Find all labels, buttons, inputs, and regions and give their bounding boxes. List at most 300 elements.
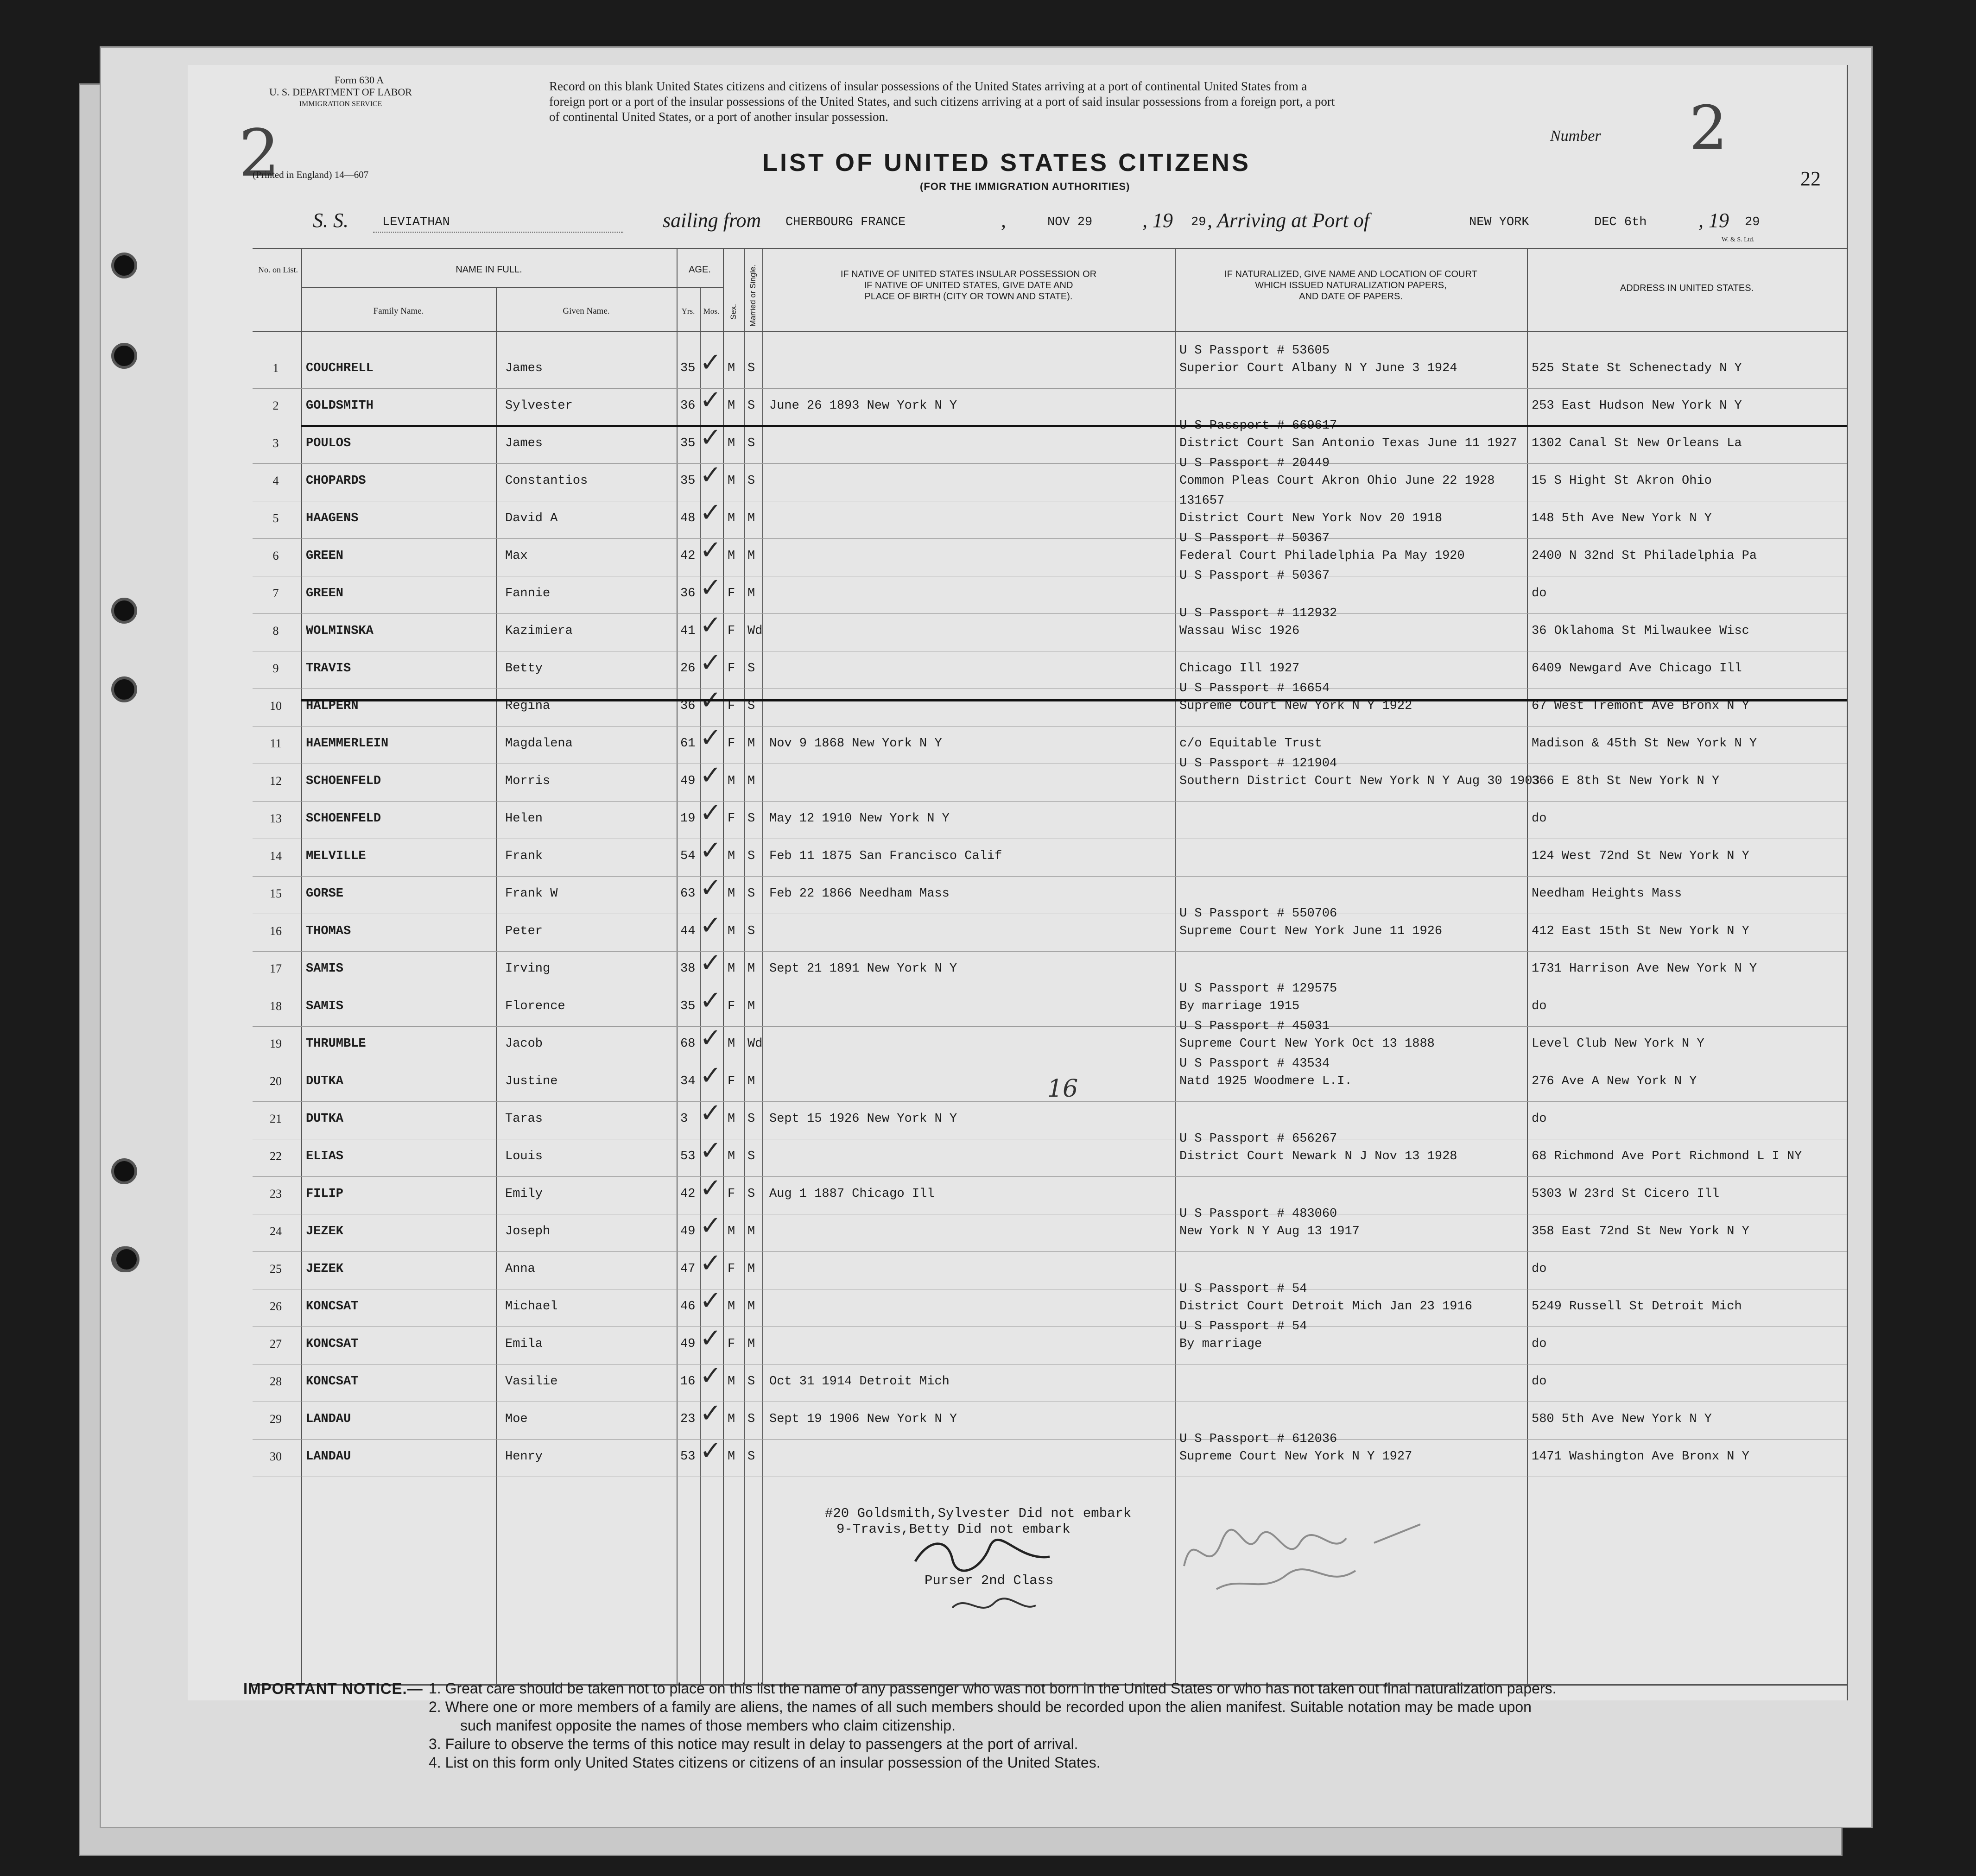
marital-status: S [747, 1450, 755, 1464]
row-number: 28 [270, 1375, 282, 1388]
row-rule [253, 538, 1847, 539]
us-address: 1302 Canal St New Orleans La [1532, 436, 1742, 450]
given-name: Michael [505, 1300, 558, 1314]
family-name: LANDAU [306, 1450, 351, 1464]
check-mark-icon: ✓ [700, 610, 722, 640]
given-name: Frank W [505, 887, 558, 901]
given-name: Constantios [505, 474, 588, 488]
marital-status: S [747, 1412, 755, 1426]
list-number: 2 [1689, 93, 1728, 163]
passport-number: U S Passport # 20449 [1179, 456, 1330, 470]
check-mark-icon: ✓ [700, 910, 722, 941]
given-name: James [505, 361, 543, 375]
naturalization-court: Federal Court Philadelphia Pa May 1920 [1179, 549, 1465, 563]
departure-year: 29 [1191, 215, 1206, 229]
col-header-name-in-full: NAME IN FULL. [456, 265, 522, 275]
row-number: 7 [272, 587, 279, 600]
row-number: 22 [270, 1150, 282, 1163]
us-address: 1471 Washington Ave Bronx N Y [1532, 1450, 1749, 1464]
col-header-native [765, 269, 1172, 302]
sex-value: M [728, 1375, 735, 1389]
birth-info: Sept 15 1926 New York N Y [769, 1112, 957, 1126]
family-name: KONCSAT [306, 1375, 359, 1389]
binder-hole [114, 1246, 139, 1272]
arrival-date: DEC 6th [1594, 215, 1647, 229]
age-years: 35 [680, 999, 696, 1013]
sex-value: M [728, 1225, 735, 1238]
us-address: do [1532, 587, 1547, 600]
notice-item-3: 3. Failure to observe the terms of this notice may result in delay to passengers at the port of arrival. [429, 1736, 1078, 1752]
us-address: do [1532, 812, 1547, 826]
naturalization-court: Supreme Court New York N Y 1927 [1179, 1450, 1412, 1464]
us-address: do [1532, 1337, 1547, 1351]
col-header-address: ADDRESS IN UNITED STATES. [1620, 283, 1754, 293]
col-header-mos: Mos. [703, 307, 720, 316]
sex-value: M [728, 436, 735, 450]
given-name: Magdalena [505, 737, 573, 751]
given-name: Henry [505, 1450, 543, 1464]
nat-header-line-1: IF NATURALIZED, GIVE NAME AND LOCATION OF COURT [1224, 269, 1477, 279]
marital-status: S [747, 849, 755, 863]
row-number: 16 [270, 924, 282, 938]
nat-header-line-2: WHICH ISSUED NATURALIZATION PAPERS, [1255, 280, 1447, 291]
marital-status: Wd [747, 1037, 763, 1051]
given-name: Max [505, 549, 528, 563]
marital-status: M [747, 549, 755, 563]
row-rule [253, 801, 1847, 802]
given-name: Moe [505, 1412, 528, 1426]
inspector-signature-mark [1179, 1510, 1439, 1594]
us-address: 253 East Hudson New York N Y [1532, 399, 1742, 413]
printed-in-note: (Printed in England) 14—607 [253, 169, 369, 180]
given-name: Joseph [505, 1225, 551, 1238]
us-address: 36 Oklahoma St Milwaukee Wisc [1532, 624, 1749, 638]
check-mark-icon: ✓ [700, 685, 722, 715]
row-number: 10 [270, 699, 282, 713]
sex-value: F [728, 699, 735, 713]
marital-status: S [747, 1375, 755, 1389]
us-address: 67 West Tremont Ave Bronx N Y [1532, 699, 1749, 713]
row-rule [253, 1176, 1847, 1177]
check-mark-icon: ✓ [700, 1398, 722, 1428]
check-mark-icon: ✓ [700, 1323, 722, 1353]
sex-value: M [728, 924, 735, 938]
col-header-family-name: Family Name. [373, 306, 424, 316]
marital-status: M [747, 999, 755, 1013]
age-years: 44 [680, 924, 696, 938]
sex-value: F [728, 662, 735, 676]
row-rule [253, 876, 1847, 877]
passport-number: U S Passport # 53605 [1179, 344, 1330, 358]
list-subtitle: (FOR THE IMMIGRATION AUTHORITIES) [920, 181, 1130, 192]
sex-value: F [728, 1262, 735, 1276]
passport-number: U S Passport # 50367 [1179, 569, 1330, 583]
naturalization-court: District Court Detroit Mich Jan 23 1916 [1179, 1300, 1472, 1314]
age-years: 36 [680, 587, 696, 600]
year-prefix-1: , 19 [1142, 209, 1173, 232]
passport-number: U S Passport # 121904 [1179, 757, 1337, 771]
us-address: 412 East 15th St New York N Y [1532, 924, 1749, 938]
marital-status: S [747, 1150, 755, 1163]
notice-list [429, 1679, 1556, 1772]
department-name: U. S. DEPARTMENT OF LABOR [269, 86, 412, 98]
naturalization-court: c/o Equitable Trust [1179, 737, 1322, 751]
check-mark-icon: ✓ [700, 460, 722, 490]
naturalization-court: Chicago Ill 1927 [1179, 662, 1300, 676]
sex-value: M [728, 549, 735, 563]
age-years: 3 [680, 1112, 688, 1126]
age-years: 36 [680, 399, 696, 413]
family-name: HALPERN [306, 699, 359, 713]
marital-status: M [747, 1262, 755, 1276]
year-prefix-2: , 19 [1698, 209, 1729, 232]
marital-status: M [747, 737, 755, 751]
initials-mark [948, 1589, 1040, 1624]
marital-status: M [747, 512, 755, 525]
row-number: 18 [270, 999, 282, 1013]
row-number: 1 [272, 361, 279, 375]
row-rule [253, 688, 1847, 689]
sex-value: M [728, 399, 735, 413]
row-number: 9 [272, 662, 279, 675]
marital-status: S [747, 474, 755, 488]
remark-line-1: #20 Goldsmith,Sylvester Did not embark [825, 1506, 1132, 1521]
us-address: 2400 N 32nd St Philadelphia Pa [1532, 549, 1757, 563]
given-name: Morris [505, 774, 551, 788]
sex-value: F [728, 587, 735, 600]
form-number: Form 630 A [334, 74, 384, 86]
age-years: 63 [680, 887, 696, 901]
marital-status: M [747, 1337, 755, 1351]
sex-value: M [728, 1037, 735, 1051]
naturalization-court: Supreme Court New York June 11 1926 [1179, 924, 1443, 938]
page-number: 22 [1800, 167, 1821, 190]
sex-value: M [728, 474, 735, 488]
given-name: Louis [505, 1150, 543, 1163]
passport-number: U S Passport # 43534 [1179, 1057, 1330, 1071]
row-rule [253, 613, 1847, 614]
age-years: 54 [680, 849, 696, 863]
age-years: 38 [680, 962, 696, 976]
ship-name: LEVIATHAN [382, 215, 450, 229]
strike-line-row-9 [301, 699, 1847, 701]
notice-item-2: 2. Where one or more members of a family are aliens, the names of all such members should be recorded upon the alien manifest. Suitable notation may be made upon [429, 1699, 1532, 1715]
check-mark-icon: ✓ [700, 723, 722, 753]
row-number: 20 [270, 1074, 282, 1088]
native-header-line-2: IF NATIVE OF UNITED STATES, GIVE DATE AND [864, 280, 1073, 291]
family-name: TRAVIS [306, 662, 351, 676]
naturalization-court: Natd 1925 Woodmere L.I. [1179, 1074, 1352, 1088]
comma-separator: , [1001, 209, 1006, 232]
passport-number: U S Passport # 550706 [1179, 907, 1337, 921]
purser-title: Purser 2nd Class [925, 1573, 1054, 1588]
check-mark-icon: ✓ [700, 1136, 722, 1166]
purser-signature-mark [911, 1534, 1059, 1575]
service-name: IMMIGRATION SERVICE [299, 100, 382, 108]
passport-number: U S Passport # 54 [1179, 1320, 1307, 1333]
naturalization-court: Wassau Wisc 1926 [1179, 624, 1300, 638]
sex-value: M [728, 962, 735, 976]
birth-info: June 26 1893 New York N Y [769, 399, 957, 413]
us-address: 6409 Newgard Ave Chicago Ill [1532, 662, 1742, 676]
row-number: 23 [270, 1187, 282, 1200]
us-address: do [1532, 1112, 1547, 1126]
age-years: 19 [680, 812, 696, 826]
given-name: Vasilie [505, 1375, 558, 1389]
row-number: 5 [272, 512, 279, 525]
check-mark-icon: ✓ [700, 1361, 722, 1391]
col-header-married: Married or Single. [748, 264, 757, 327]
marital-status: M [747, 962, 755, 976]
binder-hole [111, 253, 137, 278]
marital-status: M [747, 1074, 755, 1088]
sex-value: F [728, 1074, 735, 1088]
family-name: KONCSAT [306, 1300, 359, 1314]
check-mark-icon: ✓ [700, 873, 722, 903]
family-name: THOMAS [306, 924, 351, 938]
family-name: DUTKA [306, 1112, 344, 1126]
us-address: do [1532, 1375, 1547, 1389]
age-years: 36 [680, 699, 696, 713]
col-header-age: AGE. [689, 265, 711, 275]
naturalization-court: By marriage 1915 [1179, 999, 1300, 1013]
col-header-no: No. on List. [258, 265, 298, 274]
given-name: Sylvester [505, 399, 573, 413]
ship-underline [373, 232, 623, 233]
record-line-3: of continental United States, or a port of another insular possession. [549, 110, 888, 124]
sailing-from-label: sailing from [663, 209, 761, 232]
given-name: Irving [505, 962, 551, 976]
us-address: 5303 W 23rd St Cicero Ill [1532, 1187, 1720, 1201]
record-line-1: Record on this blank United States citizens and citizens of insular possessions of the United States arriving at a port of continental United States from a [549, 79, 1307, 93]
check-mark-icon: ✓ [700, 1023, 722, 1053]
age-years: 34 [680, 1074, 696, 1088]
age-years: 49 [680, 774, 696, 788]
family-name: GREEN [306, 549, 344, 563]
check-mark-icon: ✓ [700, 423, 722, 453]
birth-info: Sept 21 1891 New York N Y [769, 962, 957, 976]
age-years: 26 [680, 662, 696, 676]
passport-number: U S Passport # 50367 [1179, 531, 1330, 545]
marital-status: S [747, 924, 755, 938]
check-mark-icon: ✓ [700, 1211, 722, 1241]
age-years: 68 [680, 1037, 696, 1051]
given-name: Fannie [505, 587, 551, 600]
row-number: 8 [272, 624, 279, 638]
birth-info: Aug 1 1887 Chicago Ill [769, 1187, 935, 1201]
passport-number: U S Passport # 129575 [1179, 982, 1337, 996]
native-header-line-1: IF NATIVE OF UNITED STATES INSULAR POSSESSION OR [840, 269, 1097, 279]
naturalization-court: Superior Court Albany N Y June 3 1924 [1179, 361, 1457, 375]
row-number: 3 [272, 436, 279, 450]
naturalization-court: District Court Newark N J Nov 13 1928 [1179, 1150, 1457, 1163]
row-rule [253, 1439, 1847, 1440]
notice-item-4: 4. List on this form only United States citizens or citizens of an insular possession of the United States. [429, 1754, 1101, 1771]
initials-signature-mark [948, 1589, 1040, 1622]
given-name: Jacob [505, 1037, 543, 1051]
family-name: THRUMBLE [306, 1037, 366, 1051]
notice-item-2-cont: such manifest opposite the names of those members who claim citizenship. [460, 1717, 956, 1734]
marital-status: S [747, 1187, 755, 1201]
sex-value: M [728, 849, 735, 863]
marital-status: S [747, 887, 755, 901]
age-years: 16 [680, 1375, 696, 1389]
ss-label: S. S. [313, 209, 348, 232]
us-address: 124 West 72nd St New York N Y [1532, 849, 1749, 863]
passport-number: U S Passport # 612036 [1179, 1432, 1337, 1446]
family-name: GREEN [306, 587, 344, 600]
check-mark-icon: ✓ [700, 760, 722, 790]
row-number: 21 [270, 1112, 282, 1125]
check-mark-icon: ✓ [700, 648, 722, 678]
row-number: 24 [270, 1225, 282, 1238]
number-label: Number [1550, 127, 1601, 145]
check-mark-icon: ✓ [700, 347, 722, 378]
binder-hole [111, 598, 137, 624]
margin-handwritten-number: 16 [1047, 1075, 1078, 1103]
check-mark-icon: ✓ [700, 498, 722, 528]
given-name: Frank [505, 849, 543, 863]
check-mark-icon: ✓ [700, 835, 722, 865]
sex-value: F [728, 999, 735, 1013]
age-years: 42 [680, 1187, 696, 1201]
family-name: GOLDSMITH [306, 399, 374, 413]
check-mark-icon: ✓ [700, 1061, 722, 1091]
col-divider [496, 287, 497, 1684]
given-name: Regina [505, 699, 551, 713]
age-years: 23 [680, 1412, 696, 1426]
birth-info: Feb 11 1875 San Francisco Calif [769, 849, 1002, 863]
check-mark-icon: ✓ [700, 1286, 722, 1316]
age-years: 35 [680, 474, 696, 488]
family-name: HAAGENS [306, 512, 359, 525]
row-rule [253, 388, 1847, 389]
age-years: 61 [680, 737, 696, 751]
sex-value: M [728, 887, 735, 901]
marital-status: S [747, 399, 755, 413]
family-name: SAMIS [306, 999, 344, 1013]
notice-item-1: 1. Great care should be taken not to place on this list the name of any passenger who was not born in the United States or who has not taken out final naturalization papers. [429, 1680, 1557, 1697]
sex-value: M [728, 1300, 735, 1314]
naturalization-court: Supreme Court New York Oct 13 1888 [1179, 1037, 1435, 1051]
row-number: 2 [272, 399, 279, 412]
list-title: LIST OF UNITED STATES CITIZENS [762, 149, 1251, 177]
row-number: 19 [270, 1037, 282, 1050]
us-address: 68 Richmond Ave Port Richmond L I NY [1532, 1150, 1802, 1163]
given-name: Taras [505, 1112, 543, 1126]
family-name: JEZEK [306, 1262, 344, 1276]
age-years: 47 [680, 1262, 696, 1276]
row-rule [253, 1251, 1847, 1252]
check-mark-icon: ✓ [700, 1098, 722, 1128]
binder-hole [111, 343, 137, 369]
row-rule [253, 951, 1847, 952]
inspector-signature [1179, 1510, 1439, 1596]
us-address: 525 State St Schenectady N Y [1532, 361, 1742, 375]
name-header-rule [301, 287, 677, 288]
age-years: 42 [680, 549, 696, 563]
family-name: SAMIS [306, 962, 344, 976]
marital-status: S [747, 1112, 755, 1126]
family-name: FILIP [306, 1187, 344, 1201]
arriving-label: , Arriving at Port of [1207, 209, 1369, 232]
birth-info: Sept 19 1906 New York N Y [769, 1412, 957, 1426]
remarks-block [825, 1506, 1131, 1537]
row-rule [253, 1326, 1847, 1327]
marital-status: S [747, 361, 755, 375]
family-name: COUCHRELL [306, 361, 374, 375]
strike-line-row-2 [301, 425, 1847, 427]
us-address: Madison & 45th St New York N Y [1532, 737, 1757, 751]
naturalization-court: District Court San Antonio Texas June 11 1927 [1179, 436, 1518, 450]
age-years: 49 [680, 1337, 696, 1351]
col-header-naturalized [1177, 269, 1525, 302]
age-years: 35 [680, 436, 696, 450]
check-mark-icon: ✓ [700, 1436, 722, 1466]
given-name: Emila [505, 1337, 543, 1351]
row-number: 17 [270, 962, 282, 975]
check-mark-icon: ✓ [700, 1248, 722, 1278]
family-name: POULOS [306, 436, 351, 450]
family-name: WOLMINSKA [306, 624, 374, 638]
big-list-number-left: 2 [239, 116, 280, 191]
notice-heading: IMPORTANT NOTICE.— [243, 1680, 423, 1697]
family-name: SCHOENFELD [306, 774, 381, 788]
record-line-2: foreign port or a port of the insular possessions of the United States, and such citizens arriving at a port of said insular possessions from a foreign port, a port [549, 95, 1335, 108]
given-name: Justine [505, 1074, 558, 1088]
us-address: 276 Ave A New York N Y [1532, 1074, 1697, 1088]
check-mark-icon: ✓ [700, 1173, 722, 1203]
row-number: 13 [270, 812, 282, 825]
row-number: 15 [270, 887, 282, 900]
naturalization-court: Southern District Court New York N Y Aug 30 1903 [1179, 774, 1540, 788]
sex-value: M [728, 1450, 735, 1464]
record-instructions [549, 79, 1335, 125]
binder-hole [111, 676, 137, 702]
sex-value: F [728, 812, 735, 826]
marital-status: M [747, 1225, 755, 1238]
family-name: MELVILLE [306, 849, 366, 863]
row-number: 29 [270, 1412, 282, 1426]
us-address: do [1532, 1262, 1547, 1276]
native-header-line-3: PLACE OF BIRTH (CITY OR TOWN AND STATE). [864, 291, 1073, 302]
arrival-year: 29 [1745, 215, 1760, 229]
age-years: 53 [680, 1450, 696, 1464]
citizen-list-form [188, 65, 1847, 1700]
row-rule [253, 1026, 1847, 1027]
remark-line-2: 9-Travis,Betty Did not embark [836, 1522, 1070, 1537]
marital-status: M [747, 1300, 755, 1314]
row-number: 12 [270, 774, 282, 788]
birth-info: May 12 1910 New York N Y [769, 812, 950, 826]
marital-status: S [747, 812, 755, 826]
us-address: 580 5th Ave New York N Y [1532, 1412, 1712, 1426]
passport-number: U S Passport # 16654 [1179, 682, 1330, 695]
us-address: 358 East 72nd St New York N Y [1532, 1225, 1749, 1238]
us-address: 15 S Hight St Akron Ohio [1532, 474, 1712, 488]
family-name: GORSE [306, 887, 344, 901]
given-name: Florence [505, 999, 565, 1013]
age-years: 49 [680, 1225, 696, 1238]
age-years: 35 [680, 361, 696, 375]
passport-number: 131657 [1179, 494, 1225, 508]
sex-value: M [728, 1412, 735, 1426]
col-header-sex: Sex. [729, 303, 738, 320]
naturalization-court: District Court New York Nov 20 1918 [1179, 512, 1443, 525]
col-header-given-name: Given Name. [563, 306, 610, 316]
row-number: 27 [270, 1337, 282, 1351]
family-name: ELIAS [306, 1150, 344, 1163]
